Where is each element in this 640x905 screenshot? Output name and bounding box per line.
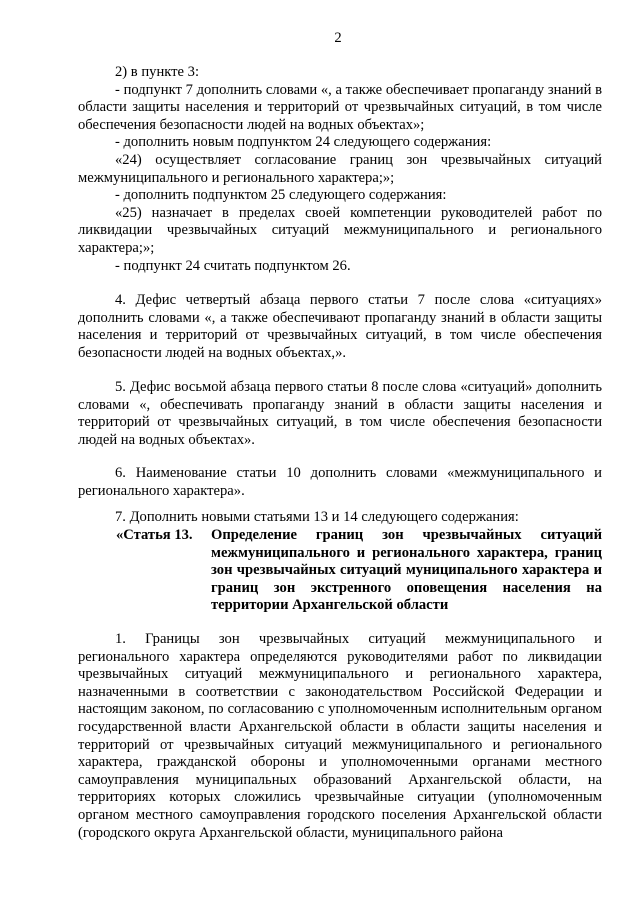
article-title: Определение границ зон чрезвычайных ситуаций межмуниципального и регионального характера, границ зон чрезвычайных ситуаций муниципального характера и границ зон экстренного оповещения населения на территории Архангельской области [211,527,602,614]
paragraph: - подпункт 7 дополнить словами «, а также обеспечивает пропаганду знаний в области защиты населения и территорий от чрезвычайных ситуаций, в том числе обеспечения безопасности людей на водных объектах»; [78,81,602,133]
paragraph: «24) осуществляет согласование границ зон чрезвычайных ситуаций межмуниципального и регионального характера;»; [78,151,602,186]
paragraph: 5. Дефис восьмой абзаца первого статьи 8 после слова «ситуаций» дополнить словами «, обеспечивать пропаганду знаний в области защиты населения и территорий от чрезвычайных ситуаций, в том числе обеспечения безопасности людей на водных объектах». [78,379,602,448]
paragraph: «25) назначает в пределах своей компетенции руководителей работ по ликвидации чрезвычайных ситуаций межмуниципального и регионального характера;»; [78,204,602,256]
item-6 [78,465,602,500]
page-number: 2 [334,30,342,46]
item-7 [78,509,602,527]
paragraph: - подпункт 24 считать подпунктом 26. [115,257,351,274]
amendment-list [78,64,602,275]
paragraph: 6. Наименование статьи 10 дополнить словами «межмуниципального и регионального характера». [78,465,602,499]
article-13-clause-1 [78,631,602,842]
article-label: «Статья 13. [116,527,193,543]
paragraph: 4. Дефис четвертый абзаца первого статьи 7 после слова «ситуациях» дополнить словами «, а также обеспечивают пропаганду знаний в области защиты населения и территорий от чрезвычайных ситуаций, в том числе обеспечения безопасности людей на водных объектах,». [78,292,602,361]
paragraph: - дополнить подпунктом 25 следующего содержания: [115,187,447,204]
item-5 [78,379,602,449]
paragraph: - дополнить новым подпунктом 24 следующего содержания: [115,134,492,151]
article-heading [116,527,602,615]
paragraph: 1. Границы зон чрезвычайных ситуаций межмуниципального и регионального характера определяются руководителями работ по ликвидации чрезвычайных ситуаций межмуниципального и регионального характера, назначенными в соответствии с законодательством Российской Федерации и настоящим законом, по согласованию с уполномоченным исполнительным органом государственной власти Архангельской области в области защиты населения и территорий от чрезвычайных ситуаций межмуниципального и регионального характера, гражданской обороны и уполномоченными органами местного самоуправления муниципальных образований Архангельской области, на территориях которых сложились чрезвычайные ситуации (уполномоченным органом местного самоуправления городского поселения Архангельской области (городского округа Архангельской области, муниципального района [78,631,602,841]
item-4 [78,292,602,362]
paragraph: 7. Дополнить новыми статьями 13 и 14 следующего содержания: [115,509,519,525]
paragraph: 2) в пункте 3: [115,64,200,80]
